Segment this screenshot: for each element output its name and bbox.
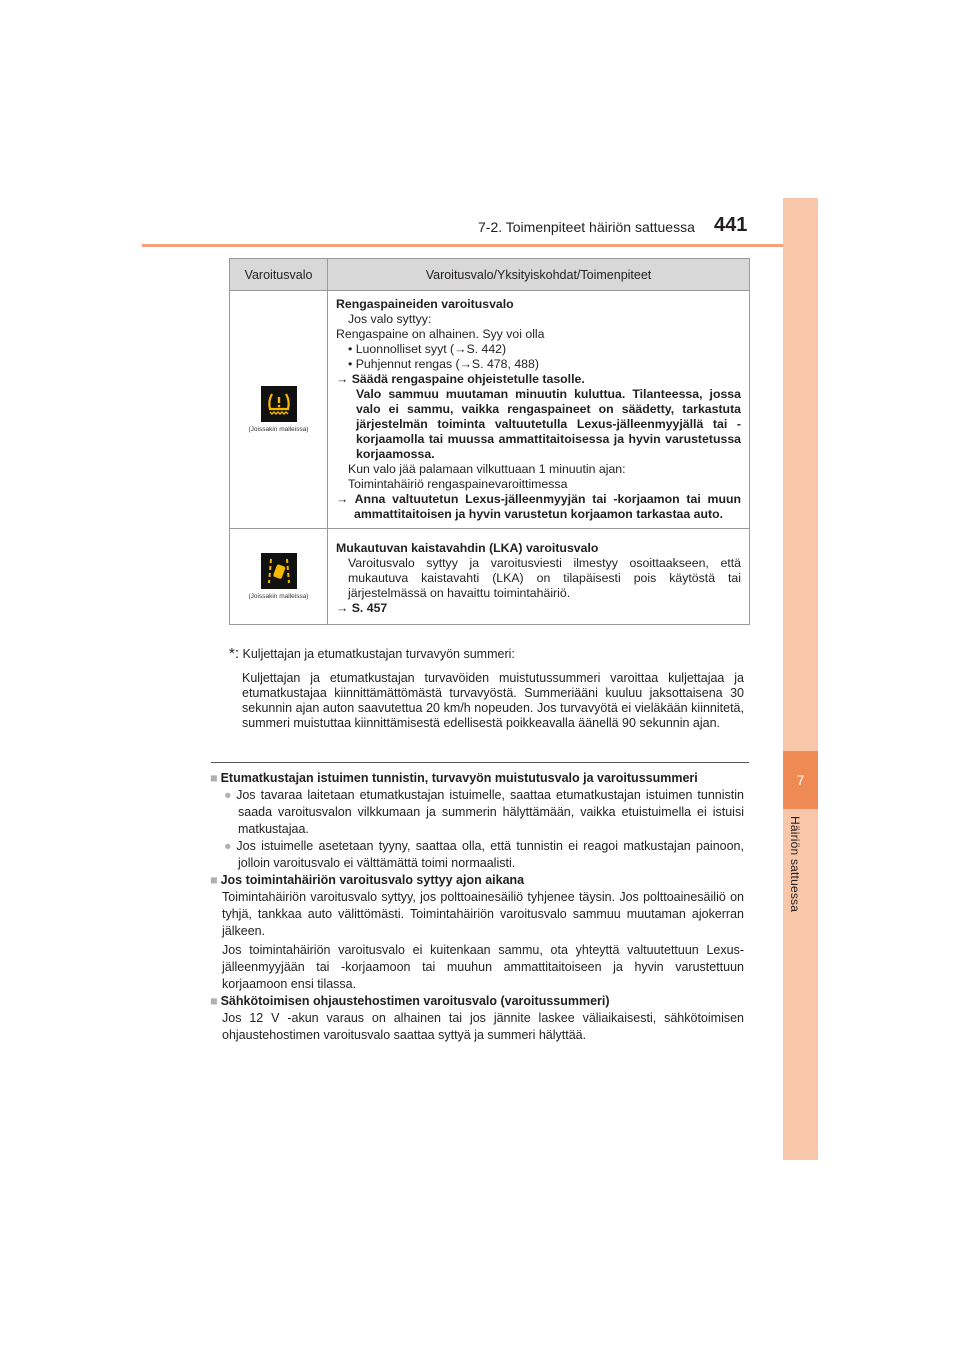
- text-line: Kun valo jää palamaan vilkuttuaan 1 minuutin ajan:: [348, 462, 626, 476]
- bullet-line: • Puhjennut rengas (→S. 478, 488): [348, 357, 539, 371]
- text-line: Varoitusvalo syttyy ja varoitusviesti ilmestyy osoittaakseen, että mukautuva kaistavahti (LKA) on tilapäisesti pois käytöstä tai järjestelmässä on havaittu toimintahäiriö.: [348, 556, 741, 600]
- section-heading: ■ Sähkötoimisen ohjaustehostimen varoitusvalo (varoitussummeri): [210, 994, 610, 1008]
- table-header-row: [230, 259, 750, 291]
- lane-keeping-assist-icon: [261, 553, 297, 589]
- col-header-light: Varoitusvalo: [230, 259, 328, 291]
- bullet-line: • Luonnolliset syyt (→S. 442): [348, 342, 507, 356]
- header-divider: [142, 244, 818, 247]
- footnote-body: Kuljettajan ja etumatkustajan turvavöiden muistutussummeri varoittaa kuljettajaa ja etumatkustajaa kiinnittämättömästä turvavyöstä. Summeriääni kuuluu jaksottaisena 30 sekunnin ajan auton saavutettua 20 km/h nopeuden. Jos turvavyötä ei vieläkään kiinnitetä, summeri muistuttaa kiinnittämisestä edellisestä poikkeavalla äänellä 90 sekunnin ajan.: [242, 671, 744, 730]
- list-item: ● Jos istuimelle asetetaan tyyny, saattaa olla, että tunnistin ei reagoi matkustajan painoon, jolloin varoitusvalo ei välttämättä toimi normaalisti.: [224, 839, 744, 870]
- row-title: Rengaspaineiden varoitusvalo: [336, 297, 514, 311]
- page-number: 441: [714, 214, 748, 236]
- paragraph: Jos toimintahäiriön varoitusvalo ei kuitenkaan sammu, ota yhteyttä valtuutettuun Lexus-jälleenmyyjään tai -korjaamoon tai muuhun ammattitaitoiseen ja hyvin varustettuun korjaamoon ensi tilassa.: [222, 943, 744, 991]
- section-heading: ■ Etumatkustajan istuimen tunnistin, turvavyön muistutusvalo ja varoitussummeri: [210, 771, 698, 785]
- row-title: Mukautuvan kaistavahdin (LKA) varoitusvalo: [336, 541, 599, 555]
- icon-note: (Joissakin malleissa): [248, 593, 309, 600]
- footnote-marker: *:: [229, 645, 240, 662]
- notes-body: [210, 770, 744, 1044]
- list-item: ● Jos tavaraa laitetaan etumatkustajan istuimelle, saattaa etumatkustajan istuimen tunnistin saada varoitusvalon vilkkumaan ja summerin hälyttämään, vaikka etuistuimella ei istuisi matkustajaa.: [224, 788, 744, 836]
- footnote: [229, 646, 744, 731]
- action-line: → Anna valtuutetun Lexus-jälleenmyyjän tai -korjaamon tai muun ammattitaitoisen ja hyvin varustetun korjaamon tarkastaa auto.: [336, 492, 741, 521]
- icon-cell: [230, 291, 328, 529]
- table-row: [230, 529, 750, 625]
- table-row: [230, 291, 750, 529]
- text-line: Rengaspaine on alhainen. Syy voi olla: [336, 327, 545, 341]
- col-header-details: Varoitusvalo/Yksityiskohdat/Toimenpiteet: [328, 259, 750, 291]
- action-line: → Säädä rengaspaine ohjeistetulle tasolle.: [336, 372, 585, 386]
- tire-pressure-warning-icon: [261, 386, 297, 422]
- chapter-label: Häiriön sattuessa: [788, 816, 802, 913]
- section-title: 7-2. Toimenpiteet häiriön sattuessa: [478, 219, 695, 235]
- icon-cell: [230, 529, 328, 625]
- footnote-title: Kuljettajan ja etumatkustajan turvavyön summeri:: [242, 647, 515, 661]
- icon-note: (Joissakin malleissa): [248, 426, 309, 433]
- paragraph: Jos 12 V -akun varaus on alhainen tai jos jännite laskee väliaikaisesti, sähkötoimisen ohjaustehostimen varoitusvalo saattaa syttyä ja summeri hälyttää.: [222, 1011, 744, 1042]
- description-cell: [328, 529, 750, 625]
- action-detail: Valo sammuu muutaman minuutin kuluttua. Tilanteessa, jossa valo ei sammu, vaikka rengaspaineet on säädetty, tarkastuta järjestelmän toiminta valtuutetulla Lexus-jälleenmyyjällä tai -korjaamolla tai muussa ammattitaitoisessa ja hyvin varustetussa korjaamossa.: [356, 387, 741, 461]
- text-line: Toimintahäiriö rengaspainevaroittimessa: [348, 477, 568, 491]
- description-cell: [328, 291, 750, 529]
- text-line: Jos valo syttyy:: [348, 312, 432, 326]
- paragraph: Toimintahäiriön varoitusvalo syttyy, jos polttoainesäiliö tyhjenee täysin. Jos polttoainesäiliö on tyhjä, tankkaa auto välittömästi. Toimintahäiriön varoitusvalo sammuu muutaman ajokerran jälkeen.: [222, 890, 744, 938]
- warning-light-table: [229, 258, 750, 625]
- section-heading: ■ Jos toimintahäiriön varoitusvalo syttyy ajon aikana: [210, 873, 525, 887]
- page-reference: → S. 457: [336, 601, 388, 615]
- chapter-side-tab: [783, 198, 818, 1160]
- chapter-number: 7: [783, 751, 818, 809]
- section-divider: [211, 762, 749, 763]
